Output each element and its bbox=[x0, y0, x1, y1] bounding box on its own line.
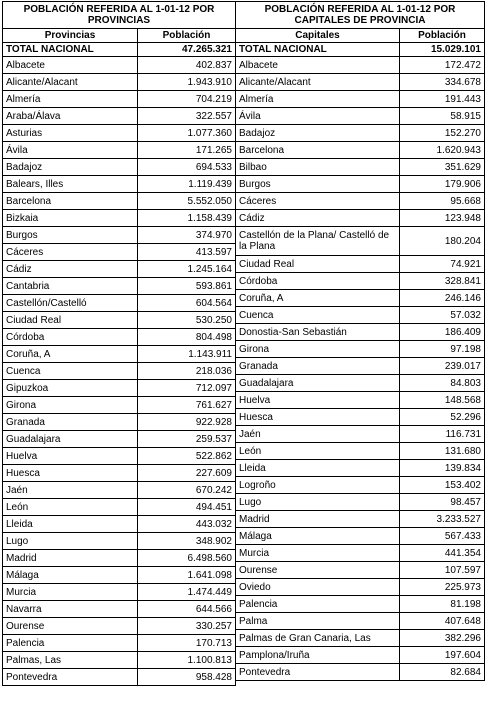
table-row bbox=[236, 142, 485, 159]
row-name: Gipuzkoa bbox=[3, 380, 138, 397]
table-row bbox=[3, 227, 236, 244]
table-row bbox=[3, 346, 236, 363]
row-population: 197.604 bbox=[400, 647, 485, 664]
row-name: Ciudad Real bbox=[3, 312, 138, 329]
row-name: Burgos bbox=[3, 227, 138, 244]
row-population: 186.409 bbox=[400, 324, 485, 341]
row-population: 1.620.943 bbox=[400, 142, 485, 159]
row-name: Cuenca bbox=[3, 363, 138, 380]
table-row bbox=[3, 91, 236, 108]
row-population: 81.198 bbox=[400, 596, 485, 613]
table-row bbox=[236, 409, 485, 426]
row-population: 171.265 bbox=[138, 142, 236, 159]
row-population: 1.158.439 bbox=[138, 210, 236, 227]
table-row bbox=[236, 579, 485, 596]
table-row bbox=[236, 57, 485, 74]
row-population: 604.564 bbox=[138, 295, 236, 312]
row-name: Barcelona bbox=[236, 142, 400, 159]
table-row bbox=[236, 511, 485, 528]
row-population: 441.354 bbox=[400, 545, 485, 562]
row-name: Oviedo bbox=[236, 579, 400, 596]
row-population: 84.803 bbox=[400, 375, 485, 392]
row-name: Huelva bbox=[3, 448, 138, 465]
row-population: 958.428 bbox=[138, 669, 236, 686]
row-name: Bilbao bbox=[236, 159, 400, 176]
table-row bbox=[3, 550, 236, 567]
row-population: 593.861 bbox=[138, 278, 236, 295]
table-row bbox=[236, 613, 485, 630]
row-population: 1.143.911 bbox=[138, 346, 236, 363]
total-value: 15.029.101 bbox=[400, 43, 485, 57]
row-name: Murcia bbox=[3, 584, 138, 601]
table-row bbox=[3, 618, 236, 635]
table-row bbox=[3, 601, 236, 618]
row-name: León bbox=[236, 443, 400, 460]
table-title-row bbox=[3, 2, 236, 29]
row-population: 52.296 bbox=[400, 409, 485, 426]
table-row bbox=[3, 159, 236, 176]
row-name: Balears, Illes bbox=[3, 176, 138, 193]
table-row bbox=[236, 159, 485, 176]
row-population: 330.257 bbox=[138, 618, 236, 635]
table-row bbox=[236, 494, 485, 511]
table-row bbox=[236, 596, 485, 613]
row-name: Castellón/Castelló bbox=[3, 295, 138, 312]
row-name: Cáceres bbox=[236, 193, 400, 210]
column-header-poblacion: Población bbox=[138, 29, 236, 43]
row-name: Girona bbox=[3, 397, 138, 414]
table-row bbox=[3, 74, 236, 91]
row-population: 5.552.050 bbox=[138, 193, 236, 210]
table-row bbox=[3, 431, 236, 448]
row-population: 712.097 bbox=[138, 380, 236, 397]
column-header-poblacion: Población bbox=[400, 29, 485, 43]
row-population: 82.684 bbox=[400, 664, 485, 681]
row-name: Cuenca bbox=[236, 307, 400, 324]
table-row bbox=[3, 295, 236, 312]
total-row bbox=[236, 43, 485, 57]
row-population: 225.973 bbox=[400, 579, 485, 596]
table-row bbox=[236, 108, 485, 125]
row-name: Navarra bbox=[3, 601, 138, 618]
row-population: 1.077.360 bbox=[138, 125, 236, 142]
table-row bbox=[236, 460, 485, 477]
row-name: Lleida bbox=[236, 460, 400, 477]
row-name: Cádiz bbox=[3, 261, 138, 278]
table-row bbox=[3, 210, 236, 227]
row-name: Albacete bbox=[3, 57, 138, 74]
table-row bbox=[236, 74, 485, 91]
table-title-row bbox=[236, 2, 485, 29]
table-row bbox=[236, 443, 485, 460]
row-population: 407.648 bbox=[400, 613, 485, 630]
row-name: Córdoba bbox=[236, 273, 400, 290]
row-name: Barcelona bbox=[3, 193, 138, 210]
table-row bbox=[3, 278, 236, 295]
row-population: 246.146 bbox=[400, 290, 485, 307]
row-population: 170.713 bbox=[138, 635, 236, 652]
table-row bbox=[236, 392, 485, 409]
table-row bbox=[3, 244, 236, 261]
row-population: 172.472 bbox=[400, 57, 485, 74]
table-row bbox=[236, 290, 485, 307]
row-name: Cádiz bbox=[236, 210, 400, 227]
row-name: Huesca bbox=[3, 465, 138, 482]
row-name: Alicante/Alacant bbox=[236, 74, 400, 91]
total-label: TOTAL NACIONAL bbox=[236, 43, 400, 57]
row-name: Madrid bbox=[3, 550, 138, 567]
row-name: Lleida bbox=[3, 516, 138, 533]
table-row bbox=[236, 256, 485, 273]
row-population: 644.566 bbox=[138, 601, 236, 618]
table-row bbox=[236, 647, 485, 664]
row-name: Burgos bbox=[236, 176, 400, 193]
table-row bbox=[3, 397, 236, 414]
row-population: 179.906 bbox=[400, 176, 485, 193]
row-name: Madrid bbox=[236, 511, 400, 528]
column-header-provincias: Provincias bbox=[3, 29, 138, 43]
row-name: Lugo bbox=[3, 533, 138, 550]
header-row bbox=[236, 29, 485, 43]
row-population: 804.498 bbox=[138, 329, 236, 346]
row-population: 351.629 bbox=[400, 159, 485, 176]
row-name: Bizkaia bbox=[3, 210, 138, 227]
row-population: 322.557 bbox=[138, 108, 236, 125]
table-row bbox=[236, 193, 485, 210]
row-population: 227.609 bbox=[138, 465, 236, 482]
row-population: 139.834 bbox=[400, 460, 485, 477]
row-name: Albacete bbox=[236, 57, 400, 74]
row-name: Murcia bbox=[236, 545, 400, 562]
row-name: Asturias bbox=[3, 125, 138, 142]
row-name: Huesca bbox=[236, 409, 400, 426]
table-row bbox=[236, 91, 485, 108]
capitals-table bbox=[235, 1, 485, 681]
header-row bbox=[3, 29, 236, 43]
row-population: 1.641.098 bbox=[138, 567, 236, 584]
row-population: 1.943.910 bbox=[138, 74, 236, 91]
row-population: 694.533 bbox=[138, 159, 236, 176]
table-row bbox=[3, 125, 236, 142]
row-name: Málaga bbox=[236, 528, 400, 545]
total-value: 47.265.321 bbox=[138, 43, 236, 57]
row-name: Pamplona/Iruña bbox=[236, 647, 400, 664]
table-row bbox=[3, 533, 236, 550]
row-population: 97.198 bbox=[400, 341, 485, 358]
row-population: 131.680 bbox=[400, 443, 485, 460]
row-name: Palencia bbox=[3, 635, 138, 652]
row-population: 3.233.527 bbox=[400, 511, 485, 528]
table-row bbox=[3, 380, 236, 397]
total-label: TOTAL NACIONAL bbox=[3, 43, 138, 57]
row-population: 148.568 bbox=[400, 392, 485, 409]
table-row bbox=[236, 426, 485, 443]
row-name: Granada bbox=[236, 358, 400, 375]
table-row bbox=[236, 375, 485, 392]
table-row bbox=[236, 324, 485, 341]
row-population: 74.921 bbox=[400, 256, 485, 273]
row-population: 494.451 bbox=[138, 499, 236, 516]
row-population: 98.457 bbox=[400, 494, 485, 511]
table-row bbox=[3, 669, 236, 686]
table-row bbox=[3, 142, 236, 159]
row-name: Guadalajara bbox=[236, 375, 400, 392]
row-name: Badajoz bbox=[236, 125, 400, 142]
total-row bbox=[3, 43, 236, 57]
row-name: Alicante/Alacant bbox=[3, 74, 138, 91]
table-row bbox=[3, 363, 236, 380]
row-name: Córdoba bbox=[3, 329, 138, 346]
row-name: Cantabria bbox=[3, 278, 138, 295]
row-name: Pontevedra bbox=[236, 664, 400, 681]
row-name: Araba/Álava bbox=[3, 108, 138, 125]
row-population: 58.915 bbox=[400, 108, 485, 125]
table-row bbox=[3, 635, 236, 652]
row-name: Palmas, Las bbox=[3, 652, 138, 669]
row-population: 107.597 bbox=[400, 562, 485, 579]
row-name: Ourense bbox=[236, 562, 400, 579]
row-population: 402.837 bbox=[138, 57, 236, 74]
row-population: 567.433 bbox=[400, 528, 485, 545]
table-row bbox=[236, 341, 485, 358]
row-name: Jaén bbox=[3, 482, 138, 499]
row-population: 218.036 bbox=[138, 363, 236, 380]
row-name: Castellón de la Plana/ Castelló de la Plana bbox=[236, 227, 400, 256]
row-name: Palmas de Gran Canaria, Las bbox=[236, 630, 400, 647]
row-population: 522.862 bbox=[138, 448, 236, 465]
table-row bbox=[236, 210, 485, 227]
table-row bbox=[236, 562, 485, 579]
table-row bbox=[236, 125, 485, 142]
row-name: Badajoz bbox=[3, 159, 138, 176]
table-row bbox=[3, 329, 236, 346]
row-population: 443.032 bbox=[138, 516, 236, 533]
table-row bbox=[236, 528, 485, 545]
table-row bbox=[236, 477, 485, 494]
table-row bbox=[3, 193, 236, 210]
row-name: Málaga bbox=[3, 567, 138, 584]
row-population: 57.032 bbox=[400, 307, 485, 324]
table-row bbox=[3, 465, 236, 482]
row-population: 670.242 bbox=[138, 482, 236, 499]
row-population: 180.204 bbox=[400, 227, 485, 256]
table-row bbox=[236, 545, 485, 562]
row-name: Huelva bbox=[236, 392, 400, 409]
table-row bbox=[236, 358, 485, 375]
table-row bbox=[3, 482, 236, 499]
row-population: 761.627 bbox=[138, 397, 236, 414]
row-name: León bbox=[3, 499, 138, 516]
row-name: Coruña, A bbox=[3, 346, 138, 363]
row-population: 1.100.813 bbox=[138, 652, 236, 669]
column-header-capitales: Capitales bbox=[236, 29, 400, 43]
row-name: Pontevedra bbox=[3, 669, 138, 686]
table-row bbox=[3, 176, 236, 193]
row-population: 123.948 bbox=[400, 210, 485, 227]
table-row bbox=[236, 307, 485, 324]
row-population: 6.498.560 bbox=[138, 550, 236, 567]
row-name: Ciudad Real bbox=[236, 256, 400, 273]
row-population: 239.017 bbox=[400, 358, 485, 375]
row-name: Almería bbox=[3, 91, 138, 108]
row-name: Lugo bbox=[236, 494, 400, 511]
table-row bbox=[3, 57, 236, 74]
row-name: Guadalajara bbox=[3, 431, 138, 448]
row-population: 259.537 bbox=[138, 431, 236, 448]
row-name: Donostia-San Sebastián bbox=[236, 324, 400, 341]
row-population: 1.474.449 bbox=[138, 584, 236, 601]
table-row bbox=[236, 630, 485, 647]
row-population: 95.668 bbox=[400, 193, 485, 210]
row-name: Almería bbox=[236, 91, 400, 108]
row-population: 348.902 bbox=[138, 533, 236, 550]
row-population: 382.296 bbox=[400, 630, 485, 647]
provinces-table bbox=[2, 1, 236, 686]
row-name: Ávila bbox=[236, 108, 400, 125]
table-row bbox=[236, 664, 485, 681]
row-population: 413.597 bbox=[138, 244, 236, 261]
table-row bbox=[3, 567, 236, 584]
row-name: Logroño bbox=[236, 477, 400, 494]
row-population: 1.245.164 bbox=[138, 261, 236, 278]
row-name: Jaén bbox=[236, 426, 400, 443]
table-title: POBLACIÓN REFERIDA AL 1-01-12 POR PROVINCIAS bbox=[3, 2, 236, 29]
table-row bbox=[3, 448, 236, 465]
row-name: Girona bbox=[236, 341, 400, 358]
table-row bbox=[236, 273, 485, 290]
table-row bbox=[3, 516, 236, 533]
table-row bbox=[3, 261, 236, 278]
row-name: Cáceres bbox=[3, 244, 138, 261]
table-row bbox=[3, 108, 236, 125]
table-row bbox=[236, 227, 485, 256]
table-title: POBLACIÓN REFERIDA AL 1-01-12 POR CAPITALES DE PROVINCIA bbox=[236, 2, 485, 29]
row-name: Palencia bbox=[236, 596, 400, 613]
row-population: 1.119.439 bbox=[138, 176, 236, 193]
row-population: 704.219 bbox=[138, 91, 236, 108]
row-name: Granada bbox=[3, 414, 138, 431]
table-row bbox=[3, 584, 236, 601]
row-name: Coruña, A bbox=[236, 290, 400, 307]
table-row bbox=[236, 176, 485, 193]
row-population: 152.270 bbox=[400, 125, 485, 142]
row-population: 328.841 bbox=[400, 273, 485, 290]
row-population: 334.678 bbox=[400, 74, 485, 91]
table-row bbox=[3, 312, 236, 329]
table-row bbox=[3, 652, 236, 669]
row-population: 530.250 bbox=[138, 312, 236, 329]
table-row bbox=[3, 414, 236, 431]
row-name: Ávila bbox=[3, 142, 138, 159]
row-name: Palma bbox=[236, 613, 400, 630]
row-population: 116.731 bbox=[400, 426, 485, 443]
row-population: 153.402 bbox=[400, 477, 485, 494]
row-population: 191.443 bbox=[400, 91, 485, 108]
row-population: 922.928 bbox=[138, 414, 236, 431]
row-population: 374.970 bbox=[138, 227, 236, 244]
row-name: Ourense bbox=[3, 618, 138, 635]
table-row bbox=[3, 499, 236, 516]
